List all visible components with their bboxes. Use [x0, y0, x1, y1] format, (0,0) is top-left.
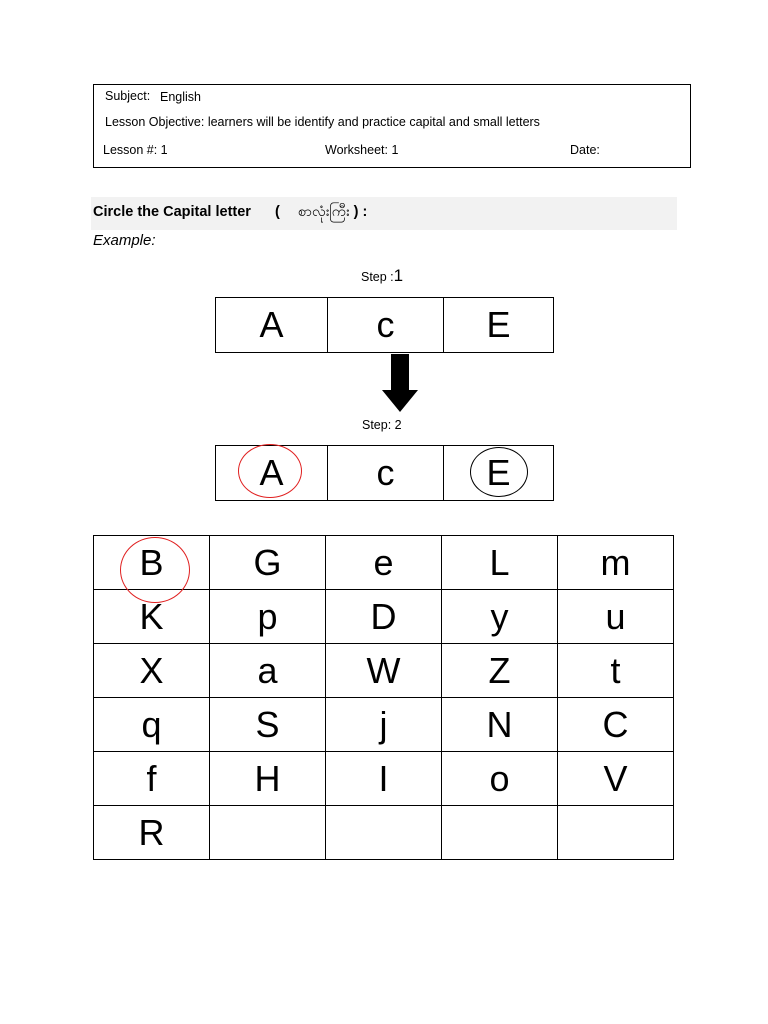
- step1-cell: A: [215, 297, 328, 353]
- instruction-paren-close: ) :: [353, 204, 368, 220]
- step2-label: Step: 2: [362, 418, 402, 432]
- step2-cell: [443, 445, 554, 501]
- letter-cell[interactable]: t: [558, 644, 674, 698]
- letter-cell[interactable]: o: [442, 752, 558, 806]
- step1-cell: c: [327, 297, 444, 353]
- subject-label: Subject:: [105, 89, 151, 103]
- letter-cell[interactable]: p: [210, 590, 326, 644]
- grid-row: [94, 644, 674, 698]
- lesson-number: Lesson #: 1: [103, 143, 168, 157]
- letter-cell[interactable]: a: [210, 644, 326, 698]
- example-label: Example:: [93, 232, 156, 249]
- letter-cell[interactable]: K: [94, 590, 210, 644]
- letter-cell[interactable]: j: [326, 698, 442, 752]
- lesson-objective: Lesson Objective: learners will be identify and practice capital and small letters: [105, 115, 540, 129]
- instruction-paren-open: (: [275, 204, 280, 220]
- letter-cell[interactable]: y: [442, 590, 558, 644]
- letter-cell[interactable]: H: [210, 752, 326, 806]
- letter-grid: [93, 535, 674, 860]
- letter-cell[interactable]: m: [558, 536, 674, 590]
- letter-cell[interactable]: X: [94, 644, 210, 698]
- down-arrow-icon: [382, 354, 418, 412]
- letter-cell[interactable]: [326, 806, 442, 860]
- step2-letter: A: [259, 452, 284, 493]
- step2-letter-row: [215, 445, 554, 501]
- step2-cell: [327, 445, 444, 501]
- step1-letter-row: [215, 297, 554, 353]
- step2-letter: c: [376, 452, 395, 493]
- letter-cell[interactable]: Z: [442, 644, 558, 698]
- step1-number: 1: [393, 266, 404, 285]
- letter-cell[interactable]: [558, 806, 674, 860]
- worksheet-number: Worksheet: 1: [325, 143, 399, 157]
- grid-row: [94, 698, 674, 752]
- letter-cell[interactable]: q: [94, 698, 210, 752]
- subject-value: English: [160, 90, 201, 104]
- letter-cell[interactable]: W: [326, 644, 442, 698]
- step2-cell: [215, 445, 328, 501]
- step1-cell: E: [443, 297, 554, 353]
- grid-row: [94, 752, 674, 806]
- grid-row: [94, 806, 674, 860]
- instruction-myanmar: စာလုံးကြီး: [297, 204, 350, 220]
- letter-cell[interactable]: D: [326, 590, 442, 644]
- letter-cell[interactable]: V: [558, 752, 674, 806]
- step2-letter: E: [486, 452, 511, 493]
- grid-row: [94, 590, 674, 644]
- letter-cell[interactable]: N: [442, 698, 558, 752]
- letter-cell[interactable]: S: [210, 698, 326, 752]
- letter-cell[interactable]: G: [210, 536, 326, 590]
- letter-cell[interactable]: [210, 806, 326, 860]
- step1-prefix: Step :: [361, 270, 394, 284]
- letter-cell[interactable]: I: [326, 752, 442, 806]
- letter-cell[interactable]: C: [558, 698, 674, 752]
- date-label: Date:: [570, 143, 600, 157]
- letter-cell[interactable]: e: [326, 536, 442, 590]
- letter-cell[interactable]: R: [94, 806, 210, 860]
- lesson-header-box: [93, 84, 691, 168]
- letter-cell[interactable]: u: [558, 590, 674, 644]
- grid-row: [94, 536, 674, 590]
- letter-cell[interactable]: L: [442, 536, 558, 590]
- letter-cell[interactable]: f: [94, 752, 210, 806]
- letter-cell[interactable]: [442, 806, 558, 860]
- letter-cell[interactable]: B: [94, 536, 210, 590]
- instruction-line: [93, 203, 367, 224]
- instruction-text: Circle the Capital letter: [93, 204, 251, 220]
- step1-label: [361, 266, 403, 286]
